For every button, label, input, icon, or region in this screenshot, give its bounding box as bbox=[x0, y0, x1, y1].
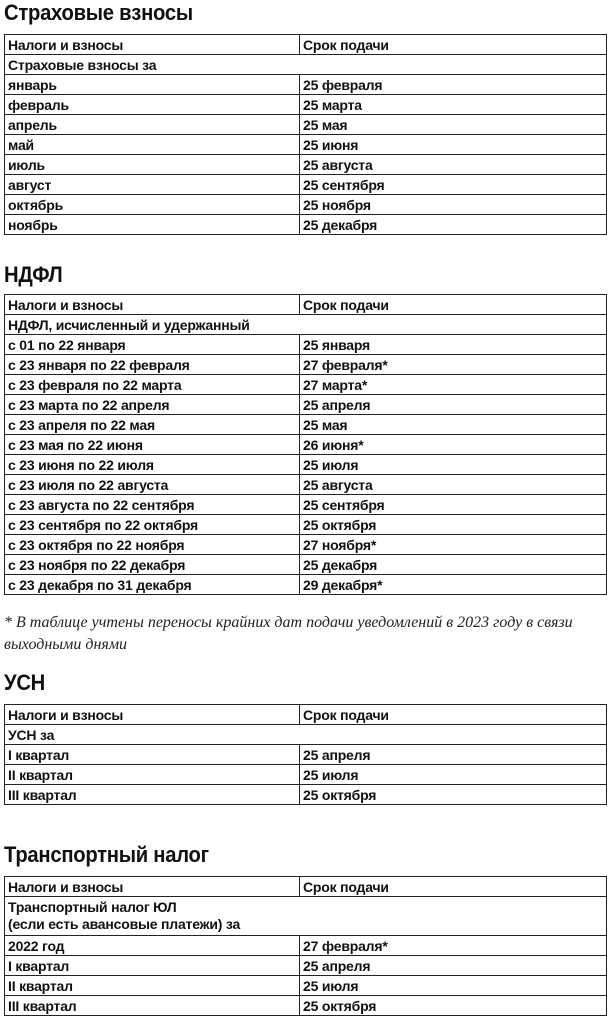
period-cell: январь bbox=[5, 75, 300, 95]
table-row bbox=[5, 745, 607, 765]
period-cell: май bbox=[5, 135, 300, 155]
group-label-line: Транспортный налог ЮЛ bbox=[8, 899, 177, 915]
table-row bbox=[5, 785, 607, 805]
table-row bbox=[5, 335, 607, 355]
deadline-cell: 25 октября bbox=[300, 785, 607, 805]
section-title: НДФЛ bbox=[4, 262, 63, 287]
period-cell: с 23 марта по 22 апреля bbox=[5, 395, 300, 415]
period-cell: февраль bbox=[5, 95, 300, 115]
period-cell: октябрь bbox=[5, 195, 300, 215]
period-cell: с 23 октября по 22 ноября bbox=[5, 535, 300, 555]
section-insurance bbox=[4, 0, 607, 235]
period-cell: с 23 июля по 22 августа bbox=[5, 475, 300, 495]
section-transport bbox=[4, 842, 607, 1016]
deadline-cell: 25 июля bbox=[300, 976, 607, 996]
table-row bbox=[5, 195, 607, 215]
period-cell: с 23 апреля по 22 мая bbox=[5, 415, 300, 435]
deadline-cell: 25 августа bbox=[300, 155, 607, 175]
table-row bbox=[5, 75, 607, 95]
header-taxes: Налоги и взносы bbox=[5, 295, 300, 315]
period-cell: с 23 сентября по 22 октября bbox=[5, 515, 300, 535]
header-taxes: Налоги и взносы bbox=[5, 705, 300, 725]
deadline-cell: 25 мая bbox=[300, 115, 607, 135]
period-cell: с 23 ноября по 22 декабря bbox=[5, 555, 300, 575]
table-row bbox=[5, 455, 607, 475]
deadline-cell: 25 марта bbox=[300, 95, 607, 115]
period-cell: II квартал bbox=[5, 765, 300, 785]
period-cell: с 23 мая по 22 июня bbox=[5, 435, 300, 455]
group-row bbox=[5, 55, 607, 75]
header-deadline: Срок подачи bbox=[300, 705, 607, 725]
deadline-cell: 25 августа bbox=[300, 475, 607, 495]
group-label bbox=[5, 897, 607, 936]
table-row bbox=[5, 355, 607, 375]
table-row bbox=[5, 95, 607, 115]
table-ndfl bbox=[4, 294, 607, 595]
group-row bbox=[5, 897, 607, 936]
deadline-cell: 25 февраля bbox=[300, 75, 607, 95]
deadline-cell: 25 апреля bbox=[300, 745, 607, 765]
group-label-line: (если есть авансовые платежи) за bbox=[8, 916, 241, 932]
table-header-row bbox=[5, 35, 607, 55]
deadline-cell: 25 апреля bbox=[300, 395, 607, 415]
period-cell: с 01 по 22 января bbox=[5, 335, 300, 355]
table-row bbox=[5, 155, 607, 175]
header-deadline: Срок подачи bbox=[300, 295, 607, 315]
table-row bbox=[5, 996, 607, 1016]
table-row bbox=[5, 175, 607, 195]
deadline-cell: 25 января bbox=[300, 335, 607, 355]
section-title: УСН bbox=[4, 670, 45, 695]
deadline-cell: 25 декабря bbox=[300, 215, 607, 235]
footnote: * В таблице учтены переносы крайних дат подачи уведомлений в 2023 году в связи выходными днями bbox=[4, 614, 573, 653]
section-title: Транспортный налог bbox=[4, 842, 209, 867]
group-row bbox=[5, 315, 607, 335]
period-cell: 2022 год bbox=[5, 936, 300, 956]
period-cell: с 23 января по 22 февраля bbox=[5, 355, 300, 375]
table-header-row bbox=[5, 705, 607, 725]
table-row bbox=[5, 936, 607, 956]
table-row bbox=[5, 575, 607, 595]
deadline-cell: 25 сентября bbox=[300, 495, 607, 515]
period-cell: ноябрь bbox=[5, 215, 300, 235]
group-label: Страховые взносы за bbox=[5, 55, 607, 75]
table-header-row bbox=[5, 295, 607, 315]
period-cell: август bbox=[5, 175, 300, 195]
table-row bbox=[5, 956, 607, 976]
table-row bbox=[5, 976, 607, 996]
table-row bbox=[5, 555, 607, 575]
table-row bbox=[5, 115, 607, 135]
table-usn bbox=[4, 704, 607, 805]
table-row bbox=[5, 535, 607, 555]
table-row bbox=[5, 435, 607, 455]
deadline-cell: 27 марта* bbox=[300, 375, 607, 395]
deadline-cell: 25 октября bbox=[300, 515, 607, 535]
deadline-cell: 27 февраля* bbox=[300, 936, 607, 956]
header-deadline: Срок подачи bbox=[300, 35, 607, 55]
period-cell: июль bbox=[5, 155, 300, 175]
header-deadline: Срок подачи bbox=[300, 877, 607, 897]
deadline-cell: 25 июня bbox=[300, 135, 607, 155]
period-cell: с 23 августа по 22 сентября bbox=[5, 495, 300, 515]
section-usn bbox=[4, 670, 607, 805]
group-label: УСН за bbox=[5, 725, 607, 745]
section-ndfl bbox=[4, 262, 607, 595]
period-cell: I квартал bbox=[5, 745, 300, 765]
deadline-cell: 25 мая bbox=[300, 415, 607, 435]
period-cell: III квартал bbox=[5, 996, 300, 1016]
table-row bbox=[5, 375, 607, 395]
deadline-cell: 25 июля bbox=[300, 455, 607, 475]
section-title: Страховые взносы bbox=[4, 0, 193, 25]
header-taxes: Налоги и взносы bbox=[5, 877, 300, 897]
period-cell: III квартал bbox=[5, 785, 300, 805]
table-header-row bbox=[5, 877, 607, 897]
deadline-cell: 25 апреля bbox=[300, 956, 607, 976]
deadline-cell: 25 октября bbox=[300, 996, 607, 1016]
table-row bbox=[5, 215, 607, 235]
deadline-cell: 27 февраля* bbox=[300, 355, 607, 375]
group-row bbox=[5, 725, 607, 745]
table-row bbox=[5, 515, 607, 535]
period-cell: с 23 июня по 22 июля bbox=[5, 455, 300, 475]
period-cell: с 23 февраля по 22 марта bbox=[5, 375, 300, 395]
period-cell: I квартал bbox=[5, 956, 300, 976]
table-row bbox=[5, 415, 607, 435]
table-transport bbox=[4, 876, 607, 1016]
table-row bbox=[5, 495, 607, 515]
group-label: НДФЛ, исчисленный и удержанный bbox=[5, 315, 607, 335]
table-insurance bbox=[4, 34, 607, 235]
table-row bbox=[5, 135, 607, 155]
deadline-cell: 25 сентября bbox=[300, 175, 607, 195]
deadline-cell: 25 июля bbox=[300, 765, 607, 785]
header-taxes: Налоги и взносы bbox=[5, 35, 300, 55]
table-row bbox=[5, 765, 607, 785]
period-cell: с 23 декабря по 31 декабря bbox=[5, 575, 300, 595]
deadline-cell: 26 июня* bbox=[300, 435, 607, 455]
deadline-cell: 27 ноября* bbox=[300, 535, 607, 555]
deadline-cell: 25 ноября bbox=[300, 195, 607, 215]
deadline-cell: 29 декабря* bbox=[300, 575, 607, 595]
period-cell: апрель bbox=[5, 115, 300, 135]
table-row bbox=[5, 395, 607, 415]
table-row bbox=[5, 475, 607, 495]
deadline-cell: 25 декабря bbox=[300, 555, 607, 575]
period-cell: II квартал bbox=[5, 976, 300, 996]
